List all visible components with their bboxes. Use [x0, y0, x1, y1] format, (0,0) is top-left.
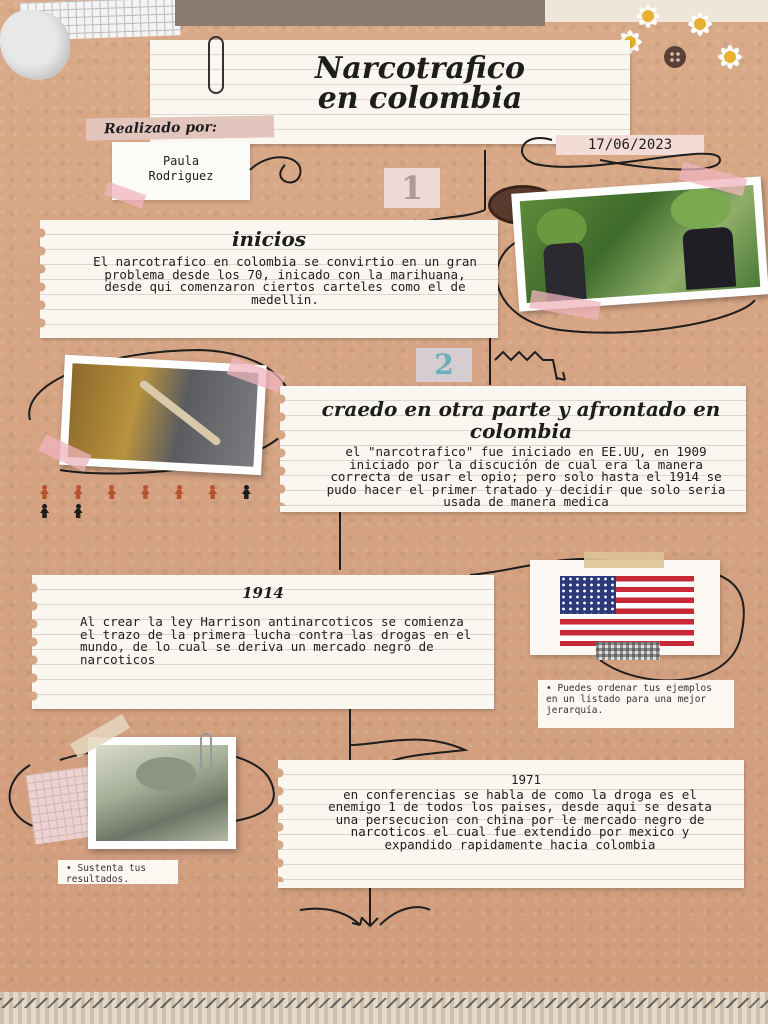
tip-bullet: • — [66, 863, 72, 874]
person-icon — [73, 504, 83, 518]
author-label: Realizado por: — [86, 115, 274, 140]
step-badge-1 — [384, 168, 440, 208]
section-heading: 1971 — [510, 772, 542, 787]
bottom-torn-strip — [0, 992, 768, 1024]
section-1971 — [278, 760, 744, 888]
author-name: Paula Rodriguez — [148, 154, 214, 183]
tip-text: Sustenta tus resultados. — [66, 863, 147, 885]
tip-card — [538, 680, 734, 728]
step-badge-2 — [416, 348, 472, 382]
tip-text: Puedes ordenar tus ejemplos en un listado para una mejor jerarquía. — [546, 683, 712, 716]
step-number-1: 1 — [400, 169, 424, 207]
section-origin — [280, 386, 746, 512]
gingham-tape — [596, 642, 660, 660]
section-1914 — [32, 575, 494, 709]
flag-photo-frame — [530, 560, 720, 655]
section-text: en conferencias se habla de como la droga es el enemigo 1 de todos los paises, desde aqui se desata una persecucion con china por le mercado negro de narcoticos el cual fue extendido por mexico y expandido rapidamente hacia colombia — [328, 786, 712, 852]
date-badge: 17/06/2023 — [556, 135, 704, 155]
section-heading: 1914 — [242, 584, 284, 602]
people-icons-row — [32, 484, 282, 500]
paperclip-icon — [200, 733, 212, 771]
section-inicios — [40, 220, 498, 338]
person-icon — [241, 485, 251, 499]
title-line-2: en colombia — [317, 81, 523, 116]
tape-strip — [584, 552, 664, 568]
title-line-1: Narcotrafico — [314, 51, 526, 86]
section-text: el "narcotrafico" fue iniciado en EE.UU, en 1909 iniciado por la discución de cual era la manera correcta de usar el opio; pero solo hasta el 1914 se pudo hacer el primer tratado y decidir que solo seria usada de manera medica — [326, 444, 726, 510]
person-icon — [207, 485, 217, 499]
person-icon — [140, 485, 150, 499]
section-text: Al crear la ley Harrison antinarcoticos se comienza el trazo de la primera lucha contra las drogas en el mundo, de lo cual se deriva un mercado negro de narcoticos — [80, 614, 472, 667]
person-icon — [174, 485, 184, 499]
section-heading: craedo en otra parte y afrontado en colombia — [321, 397, 721, 443]
section-heading: inicios — [231, 227, 307, 251]
harvest-photo — [511, 176, 768, 311]
tip-bullet: • — [546, 683, 552, 694]
person-icon — [39, 485, 49, 499]
bottom-zigzag — [0, 998, 768, 1008]
us-flag-icon — [560, 576, 694, 646]
money-photo — [88, 737, 236, 849]
person-icon — [106, 485, 116, 499]
tip-card — [58, 860, 178, 884]
person-icon — [73, 485, 83, 499]
person-icon — [39, 504, 49, 518]
section-text: El narcotrafico en colombia se convirtio en un gran problema desde los 70, inicado con la marihuana, desde qui comenzaron ciertos carteles como el de medellin. — [93, 254, 477, 307]
step-number-2: 2 — [434, 348, 454, 381]
